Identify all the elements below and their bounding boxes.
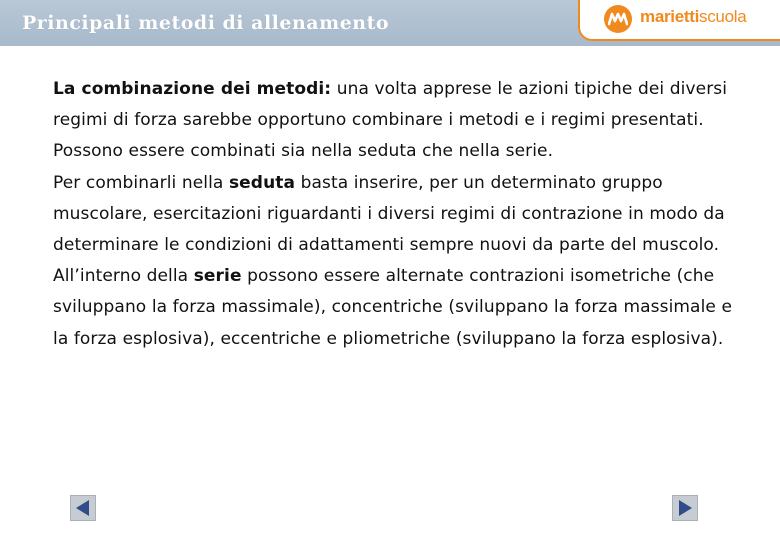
triangle-right-icon bbox=[676, 499, 694, 517]
keyword-serie: serie bbox=[193, 266, 242, 287]
previous-slide-button[interactable] bbox=[70, 495, 96, 521]
paragraph-text: basta inserire, per un determinato gruppo muscolare, esercitazioni riguardanti i diversi regimi di contrazione in modo da determinare le condizioni di adattamenti sempre nuovi da parte del muscolo. All’interno della bbox=[53, 172, 725, 287]
keyword-seduta: seduta bbox=[228, 172, 296, 193]
paragraph-combination bbox=[53, 74, 743, 168]
paragraph-session-series bbox=[53, 168, 743, 355]
header-bar bbox=[0, 0, 780, 46]
triangle-left-icon bbox=[74, 499, 92, 517]
logo-text-bold: marietti bbox=[640, 7, 700, 26]
paragraph-text: una volta apprese le azioni tipiche dei diversi regimi di forza sarebbe opportuno combinare i metodi e i regimi presentati. Possono essere combinati sia nella seduta che nella serie. bbox=[53, 79, 728, 162]
main-content bbox=[53, 74, 743, 355]
logo-text-light: scuola bbox=[699, 7, 747, 26]
logo-text bbox=[640, 7, 746, 27]
next-slide-button[interactable] bbox=[672, 495, 698, 521]
page-title: Principali metodi di allenamento bbox=[22, 12, 390, 34]
paragraph-text: Per combinarli nella bbox=[53, 172, 229, 193]
paragraph-text: possono essere alternate contrazioni isometriche (che sviluppano la forza massimale), concentriche (sviluppano la forza massimale e la forza esplosiva), eccentriche e pliometriche (sviluppano la forza esplosiva). bbox=[53, 266, 733, 349]
logo-mark-icon bbox=[604, 5, 632, 33]
publisher-logo bbox=[578, 0, 780, 41]
paragraph-heading: La combinazione dei metodi: bbox=[53, 79, 332, 99]
